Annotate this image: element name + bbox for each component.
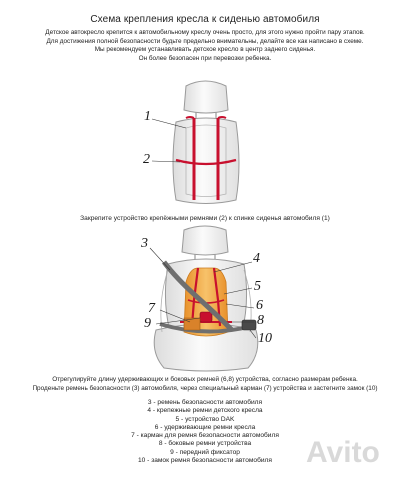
step-1-caption: Закрепите устройство крепёжными ремнями (2) к спинке сиденья автомобиля (1) xyxy=(80,215,330,222)
front-clip xyxy=(200,312,212,322)
legend-item: 6 - удерживающие ремни кресла xyxy=(154,423,256,431)
seat-2-headrest xyxy=(182,226,228,255)
legend-item: 8 - боковые ремни устройства xyxy=(158,440,252,448)
seat-1-headrest xyxy=(184,81,228,113)
step-2-line: Проденьте ремень безопасности (3) автомобиля, через специальный карман (7) устройства и застегните замок (10) xyxy=(32,384,378,392)
callout-2: 2 xyxy=(143,152,150,167)
legend-item: 5 - устройство DAK xyxy=(175,415,235,423)
callout-6: 6 xyxy=(256,298,263,313)
belt-buckle xyxy=(242,320,256,330)
diagram-title: Схема крепления кресла к сиденью автомобиля xyxy=(90,14,320,25)
legend-item: 4 - крепежные ремни детского кресла xyxy=(147,407,263,415)
intro-line: Детское автокресло крепится к автомобильному креслу очень просто, для этого нужно пройти пару этапов. xyxy=(45,29,365,36)
seat-1-drawing xyxy=(152,81,239,204)
callout-8: 8 xyxy=(257,313,264,328)
callout-1: 1 xyxy=(144,109,151,124)
intro-line: Он более безопасен при перевозки ребенка. xyxy=(138,54,272,62)
seat-2-drawing xyxy=(150,226,258,371)
legend-item: 7 - карман для ремня безопасности автомобиля xyxy=(131,432,279,440)
callout-4: 4 xyxy=(253,251,260,266)
callout-10: 10 xyxy=(258,331,272,346)
avito-watermark: Avito xyxy=(306,436,380,469)
callout-9: 9 xyxy=(144,316,151,331)
legend-item: 10 - замок ремня безопасности автомобиля xyxy=(138,457,272,465)
legend-item: 9 - передний фиксатор xyxy=(170,448,240,456)
intro-line: Мы рекомендуем устанавливать детское кресло в центр заднего сиденья. xyxy=(94,46,316,54)
legend-item: 3 - ремень безопасности автомобиля xyxy=(147,399,263,406)
callout-5: 5 xyxy=(254,279,261,294)
intro-line: Для достижения полной безопасности будьте предельно внимательны, делайте все как написано в схеме. xyxy=(46,37,364,45)
callout-7: 7 xyxy=(148,301,155,316)
step-2-line: Отрегулируйте длину удерживающих и боковых ремней (6,8) устройства, согласно размерам ребенка. xyxy=(52,376,358,383)
callout-3: 3 xyxy=(141,236,148,251)
step-2-caption xyxy=(0,376,410,393)
